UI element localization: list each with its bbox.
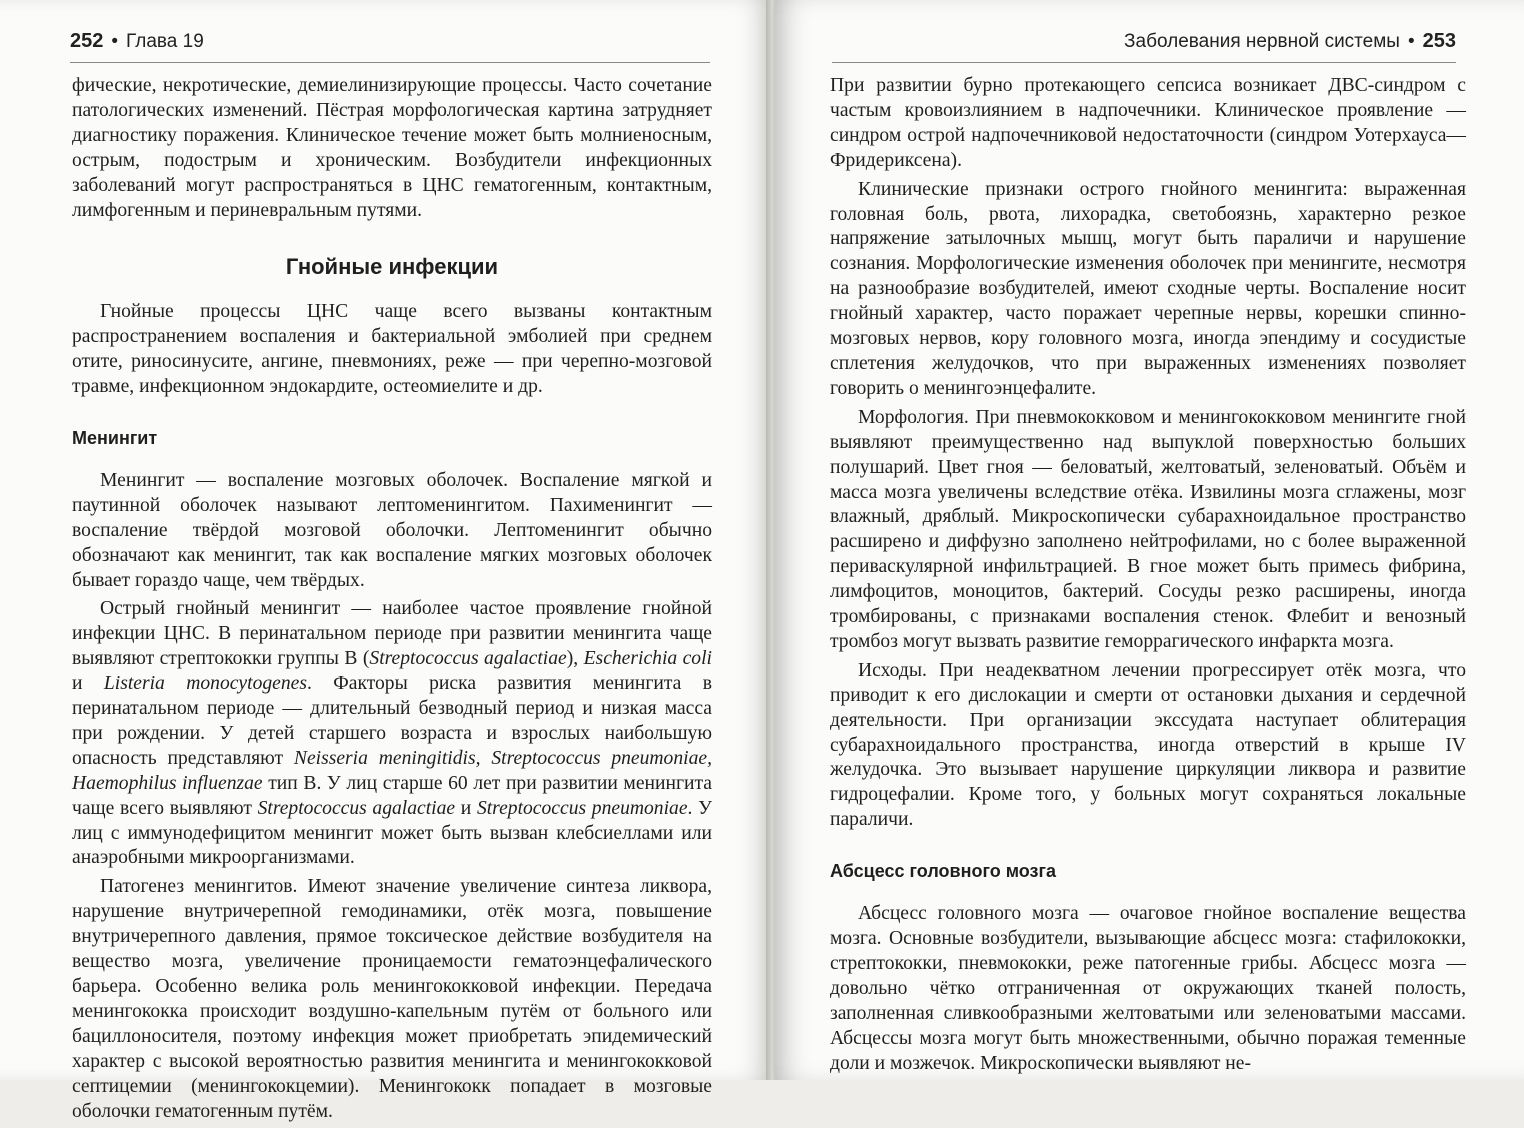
species-name: Listeria monocytogenes <box>103 673 307 695</box>
right-page-content <box>830 74 1466 1080</box>
right-page <box>774 0 1524 1080</box>
section-title: Гнойные инфекции <box>285 254 499 280</box>
clinical-signs-paragraph: Клинические признаки острого гнойного менингита: выраженная головная боль, рвота, лихорадка, светобоязнь, характерно резкое напряжение затылочных мышц, могут быть параличи и нарушение сознания. Морфологические изменения оболочек при менингите, несмотря на разнообразие возбудителей, имеют сходные черты. Воспаление носит гнойный характер, часто поражает черепные нервы, корешки спинно-мозговых нервов, кору головного мозга, иногда эпендиму и сосудистые сплетения желудочков, что при выраженных изменениях позволяет говорить о менингоэнцефалите. <box>830 178 1466 399</box>
acute-meningitis-paragraph: Острый гнойный менингит — наиболее частое проявление гнойной инфекции ЦНС. В перинатальном периоде при развитии менингита чаще выявляют стрептококки группы В (Streptococcus agalactiae), Escherichia coli и Listeria monocytogenes. Факторы риска развития менингита в перинатальном периоде — длительный безводный период и низкая масса при рождении. У детей старшего возраста и взрослых наибольшую опасность представляют Neisseria meningitidis, Streptococcus pneumoniae, Haemophilus influenzae тип В. У лиц старше 60 лет при развитии менингита чаще всего выявляют Streptococcus agalactiae и Streptococcus pneumoniae. У лиц с иммунодефицитом менингит может быть вызван клебсиеллами или анаэробными микроорганизмами. <box>72 598 712 869</box>
meningitis-definition-paragraph: Менингит — воспаление мозговых оболочек. Воспаление мягкой и паутинной оболочек называют лептоменингитом. Пахименингит — воспаление твёрдой мозговой оболочки. Лептоменингит обычно обозначают как менингит, так как воспаление мягких мозговых оболочек бывает гораздо чаще, чем твёрдых. <box>72 469 712 591</box>
left-running-head <box>70 30 710 63</box>
section-header-title: Заболевания нервной системы <box>1124 31 1400 52</box>
outcomes-paragraph: Исходы. При неадекватном лечении прогрессирует отёк мозга, что приводит к его дислокации и смерти от остановки дыхания и сердечной деятельности. При организации экссудата наступает облитерация субарахноидального пространства, иногда отверстий в крыше IV желудочка. Это вызывает нарушение циркуляции ликвора и развитие гидроцефалии. Кроме того, у больных могут сохраняться локальные параличи. <box>830 659 1466 831</box>
page-number: 253 <box>1422 30 1456 52</box>
header-bullet: • <box>1407 31 1415 52</box>
chapter-label: Глава 19 <box>126 31 204 52</box>
species-name: Escherichia coli <box>583 648 712 670</box>
page-number: 252 <box>70 30 104 52</box>
sepsis-paragraph: При развитии бурно протекающего сепсиса возникает ДВС-синдром с частым кровоизлиянием в надпочечники. Клиническое проявление — синдром острой надпочечниковой недостаточности (синдром Уотерхауса—Фридериксена). <box>830 75 1466 171</box>
species-name: Streptococcus agalactiae <box>257 797 456 819</box>
subsection-title-abscess: Абсцесс головного мозга <box>830 861 1056 882</box>
right-running-head <box>832 30 1456 63</box>
intro-paragraph: фические, некротические, демиелинизирующие процессы. Часто сочетание патологических изменений. Пёстрая морфологическая картина затрудняет диагностику поражения. Клиническое течение может быть молниеносным, острым, подострым и хроническим. Возбудители инфекционных заболеваний могут распространяться в ЦНС гематогенным, контактным, лимфогенным и периневральным путями. <box>72 75 712 221</box>
left-page-content <box>72 74 712 1128</box>
species-name: Neisseria meningitidis, Streptococcus pneumoniae, Haemophilus influenzae <box>72 747 712 794</box>
subsection-title-meningitis: Менингит <box>72 427 158 448</box>
species-name: Streptococcus pneumoniae <box>476 797 688 819</box>
morphology-paragraph: Морфология. При пневмококковом и менингококковом менингите гной выявляют преимущественно над выпуклой поверхностью больших полушарий. Цвет гноя — беловатый, желтоватый, зеленоватый. Объём и масса мозга увеличены вследствие отёка. Извилины мозга сглажены, мозг влажный, дряблый. Микроскопически субарахноидальное пространство расширено и диффузно заполнено нейтрофилами, но с более выраженной периваскулярной инфильтрацией. В гное может быть примесь фибрина, лимфоцитов, моноцитов, бактерий. Сосуды резко расширены, иногда тромбированы, с признаками воспаления стенок. Флебит и венозный тромбоз могут вызвать развитие геморрагического инфаркта мозга. <box>830 406 1466 652</box>
section-intro-paragraph: Гнойные процессы ЦНС чаще всего вызваны контактным распространением воспаления и бактериальной эмболией при среднем отите, риносинусите, ангине, пневмониях, реже — при черепно-мозговой травме, инфекционном эндокардите, остеомиелите и др. <box>72 301 712 398</box>
header-bullet: • <box>111 31 119 52</box>
abscess-paragraph: Абсцесс головного мозга — очаговое гнойное воспаление вещества мозга. Основные возбудители, вызывающие абсцесс мозга: стафилококки, стрептококки, пневмококки, реже патогенные грибы. Абсцесс мозга — довольно чётко отграниченная от окружающих тканей полость, заполненная сливкообразными желтоватыми или зеленоватыми массами. Абсцессы мозга могут быть множественными, обычно поражая теменные доли и мозжечок. Микроскопически выявляют не- <box>830 903 1466 1074</box>
species-name: Streptococcus agalactiae <box>369 648 567 670</box>
pathogenesis-paragraph: Патогенез менингитов. Имеют значение увеличение синтеза ликвора, нарушение внутричерепной гемодинамики, отёк мозга, повышение внутричерепного давления, прямое токсическое действие возбудителя на вещество мозга, увеличение проницаемости гематоэнцефалического барьера. Особенно велика роль менингококковой инфекции. Передача менингококка происходит воздушно-капельным путём от больного или бациллоносителя, поэтому инфекция может приобретать эпидемический характер с высокой вероятностью развития менингита и менингококковой септицемии (менингококцемии). Менингококк попадает в мозговые оболочки гематогенным путём. <box>72 876 712 1122</box>
